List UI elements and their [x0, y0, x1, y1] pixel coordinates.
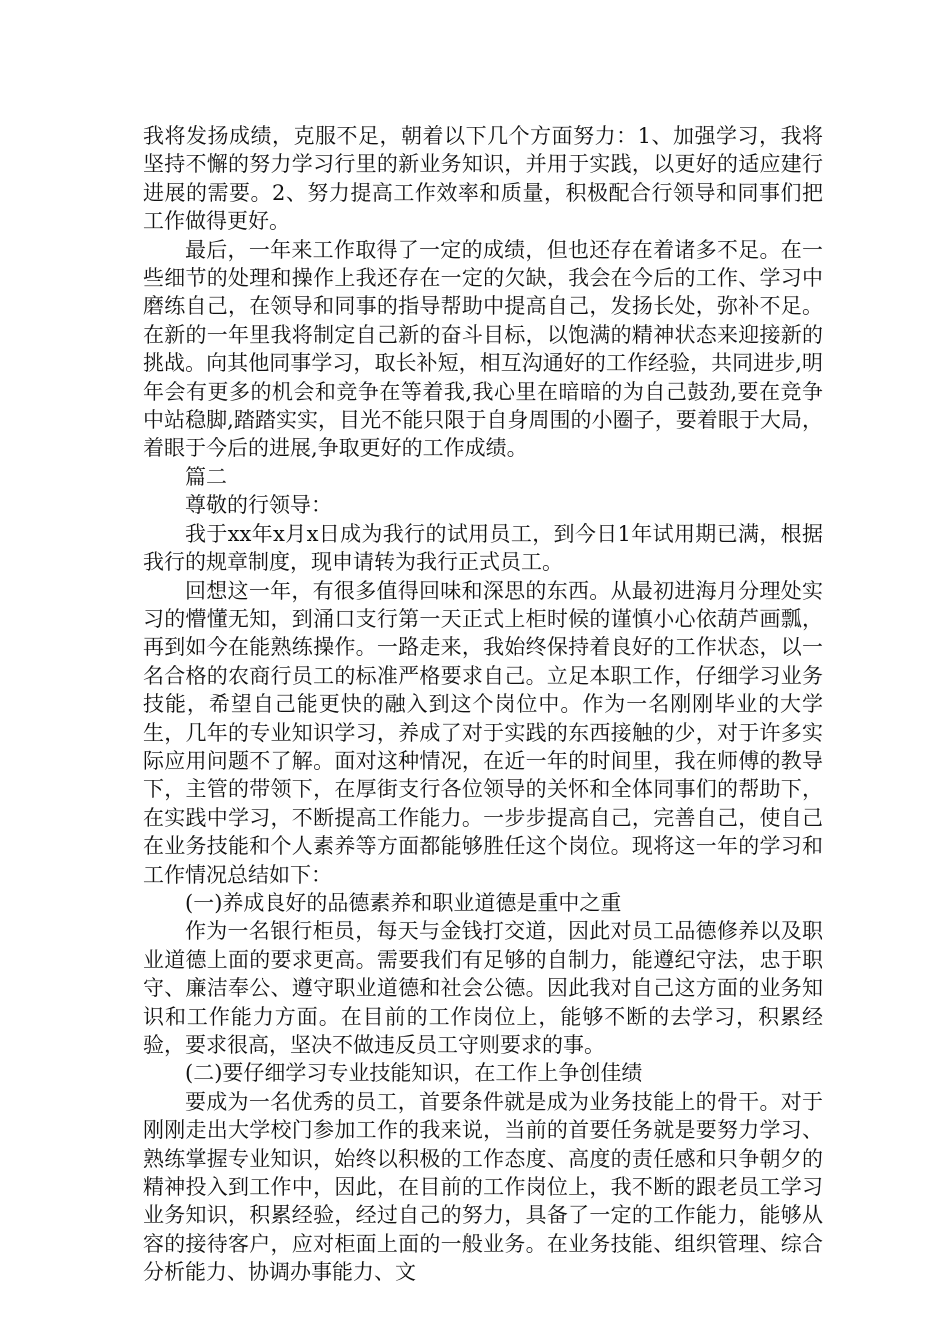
- document-body: [143, 122, 823, 1287]
- paragraph-conclusion: 最后，一年来工作取得了一定的成绩，但也还存在着诸多不足。在一些细节的处理和操作上我还存在一定的欠缺，我会在今后的工作、学习中磨练自己，在领导和同事的指导帮助中提高自己，发扬长处，弥补不足。在新的一年里我将制定自己新的奋斗目标，以饱满的精神状态来迎接新的挑战。向其他同事学习，取长补短，相互沟通好的工作经验，共同进步,明年会有更多的机会和竞争在等着我,我心里在暗暗的为自己鼓劲,要在竞争中站稳脚,踏踏实实，目光不能只限于自身周围的小圈子，要着眼于大局，着眼于今后的进展,争取更好的工作成绩。: [143, 237, 823, 461]
- paragraph-review: 回想这一年，有很多值得回味和深思的东西。从最初进海月分理处实习的懵懂无知，到涌口支行第一天正式上柜时候的谨慎小心依葫芦画瓢，再到如今在能熟练操作。一路走来，我始终保持着良好的工作状态，以一名合格的农商行员工的标准严格要求自己。立足本职工作，仔细学习业务技能，希望自己能更快的融入到这个岗位中。作为一名刚刚毕业的大学生，几年的专业知识学习，养成了对于实践的东西接触的少，对于许多实际应用问题不了解。面对这种情况，在近一年的时间里，我在师傅的教导下，主管的带领下，在厚街支行各位领导的关怀和全体同事们的帮助下，在实践中学习，不断提高工作能力。一步步提高自己，完善自己，使自己在业务技能和个人素养等方面都能够胜任这个岗位。现将这一年的学习和工作情况总结如下：: [143, 578, 823, 887]
- paragraph-improvement-plan: 我将发扬成绩，克服不足，朝着以下几个方面努力：1、加强学习，我将坚持不懈的努力学习行里的新业务知识，并用于实践，以更好的适应建行进展的需要。2、努力提高工作效率和质量，积极配合行领导和同事们把工作做得更好。: [143, 124, 823, 234]
- section-heading-part-two: 篇二: [185, 464, 227, 489]
- paragraph-application: 我于xx年x月x日成为我行的试用员工，到今日1年试用期已满，根据我行的规章制度，现申请转为我行正式员工。: [143, 521, 823, 575]
- paragraph-ethics: 作为一名银行柜员，每天与金钱打交道，因此对员工品德修养以及职业道德上面的要求更高。需要我们有足够的自制力，能遵纪守法，忠于职守、廉洁奉公、遵守职业道德和社会公德。因此我对自己这方面的业务知识和工作能力方面。在目前的工作岗位上，能够不断的去学习，积累经验，要求很高，坚决不做违反员工守则要求的事。: [143, 919, 823, 1057]
- subheading-ethics: (一)养成良好的品德素养和职业道德是重中之重: [185, 890, 622, 915]
- paragraph-skills: 要成为一名优秀的员工，首要条件就是成为业务技能上的骨干。对于刚刚走出大学校门参加工作的我来说，当前的首要任务就是要努力学习、熟练掌握专业知识，始终以积极的工作态度、高度的责任感和只争朝夕的精神投入到工作中，因此，在目前的工作岗位上，我不断的跟老员工学习业务知识，积累经验，经过自己的努力，具备了一定的工作能力，能够从容的接待客户，应对柜面上面的一般业务。在业务技能、组织管理、综合分析能力、协调办事能力、文: [143, 1089, 823, 1285]
- subheading-skills: (二)要仔细学习专业技能知识，在工作上争创佳绩: [185, 1061, 643, 1086]
- salutation: 尊敬的行领导：: [185, 493, 332, 518]
